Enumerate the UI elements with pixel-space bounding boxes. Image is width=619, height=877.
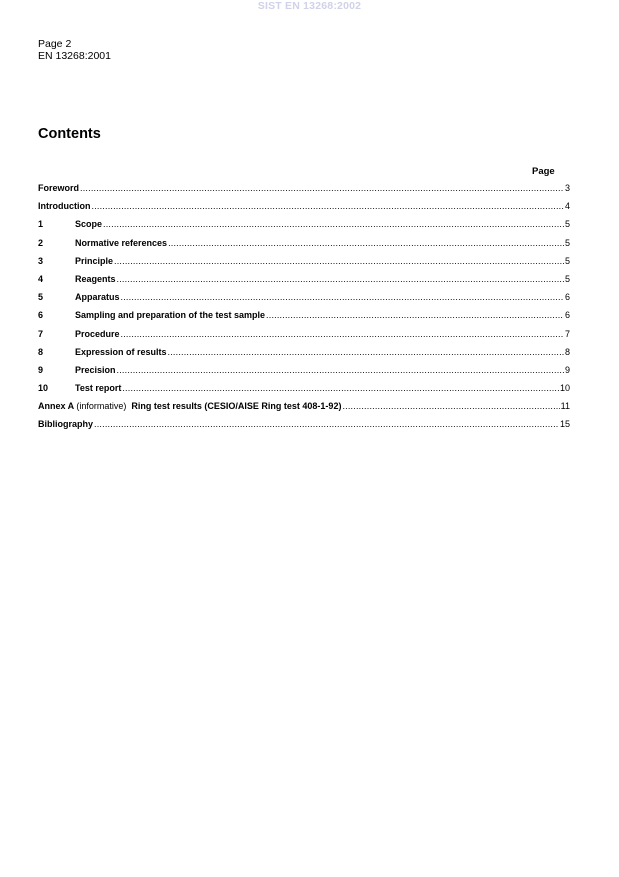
toc-entry-bibliography[interactable] (38, 419, 570, 437)
toc-leader-dots (121, 329, 564, 339)
toc-entry-page: 7 (564, 328, 570, 339)
toc-entry-page: 3 (564, 183, 570, 193)
toc-entry-number: 1 (38, 219, 44, 230)
toc-entry-test-report[interactable] (38, 383, 570, 401)
toc-entry-number: 10 (38, 383, 49, 394)
toc-entry-sampling[interactable] (38, 310, 570, 328)
toc-entry-label: Scope (75, 219, 103, 230)
watermark: SIST EN 13268:2002 (257, 0, 362, 12)
annex-label: Annex A (38, 401, 74, 412)
toc-entry-label: Normative references (75, 237, 168, 248)
toc-leader-dots (117, 365, 564, 375)
toc-entry-label: Foreword (38, 183, 80, 193)
toc-leader-dots (122, 383, 559, 393)
toc-entry-procedure[interactable] (38, 329, 570, 347)
toc-entry-number: 4 (38, 273, 44, 284)
toc-entry-page: 5 (564, 219, 570, 230)
toc-entry-label: Sampling and preparation of the test sample (75, 310, 266, 321)
toc-entry-page: 8 (564, 346, 570, 357)
toc-entry-label (38, 401, 341, 411)
page-number: Page 2 (38, 38, 72, 50)
toc-entry-page: 15 (559, 419, 570, 430)
toc-leader-dots (92, 201, 564, 211)
toc-entry-page: 6 (564, 292, 570, 303)
annex-note: (informative) (76, 401, 127, 412)
annex-title: Ring test results (CESIO/AISE Ring test 408-1-92) (131, 401, 342, 412)
toc-entry-scope[interactable] (38, 219, 570, 237)
toc-entry-label: Principle (75, 255, 114, 266)
toc-entry-number: 9 (38, 364, 44, 375)
toc-entry-label: Introduction (38, 201, 91, 212)
toc-leader-dots (103, 219, 564, 229)
toc-entry-normative-references[interactable] (38, 238, 570, 256)
toc-entry-label: Procedure (75, 328, 120, 339)
table-of-contents (38, 183, 570, 438)
toc-entry-label: Test report (75, 383, 122, 394)
toc-entry-introduction[interactable] (38, 201, 570, 219)
toc-entry-number: 5 (38, 292, 44, 303)
toc-leader-dots (342, 401, 559, 411)
contents-title: Contents (38, 126, 101, 142)
toc-leader-dots (117, 274, 564, 284)
toc-entry-number: 7 (38, 328, 44, 339)
toc-entry-page: 5 (564, 255, 570, 266)
toc-entry-label: Precision (75, 364, 116, 375)
toc-entry-number: 8 (38, 346, 44, 357)
toc-entry-page: 6 (564, 310, 570, 321)
toc-entry-page: 4 (564, 201, 570, 212)
toc-leader-dots (168, 238, 564, 248)
toc-entry-number: 6 (38, 310, 44, 321)
toc-entry-page: 11 (560, 401, 570, 412)
toc-entry-page: 5 (564, 237, 570, 248)
toc-leader-dots (168, 347, 564, 357)
toc-leader-dots (121, 292, 564, 302)
toc-entry-label: Expression of results (75, 346, 167, 357)
toc-entry-apparatus[interactable] (38, 292, 570, 310)
standard-id: EN 13268:2001 (38, 50, 111, 62)
toc-entry-label: Apparatus (75, 292, 120, 303)
toc-entry-precision[interactable] (38, 365, 570, 383)
toc-leader-dots (266, 310, 564, 320)
toc-entry-label: Reagents (75, 273, 116, 284)
toc-leader-dots (114, 256, 564, 266)
toc-entry-page: 5 (564, 273, 570, 284)
toc-entry-number: 2 (38, 237, 44, 248)
toc-entry-number: 3 (38, 255, 44, 266)
page-column-header: Page (532, 166, 555, 177)
toc-entry-foreword[interactable] (38, 183, 570, 201)
toc-leader-dots (80, 183, 564, 193)
toc-entry-reagents[interactable] (38, 274, 570, 292)
toc-entry-label: Bibliography (38, 419, 94, 430)
toc-entry-page: 9 (564, 364, 570, 375)
toc-leader-dots (94, 419, 559, 429)
toc-entry-principle[interactable] (38, 256, 570, 274)
toc-entry-page: 10 (559, 383, 570, 394)
toc-entry-expression-of-results[interactable] (38, 347, 570, 365)
page-header (38, 38, 111, 62)
toc-entry-annex-a[interactable] (38, 401, 570, 419)
